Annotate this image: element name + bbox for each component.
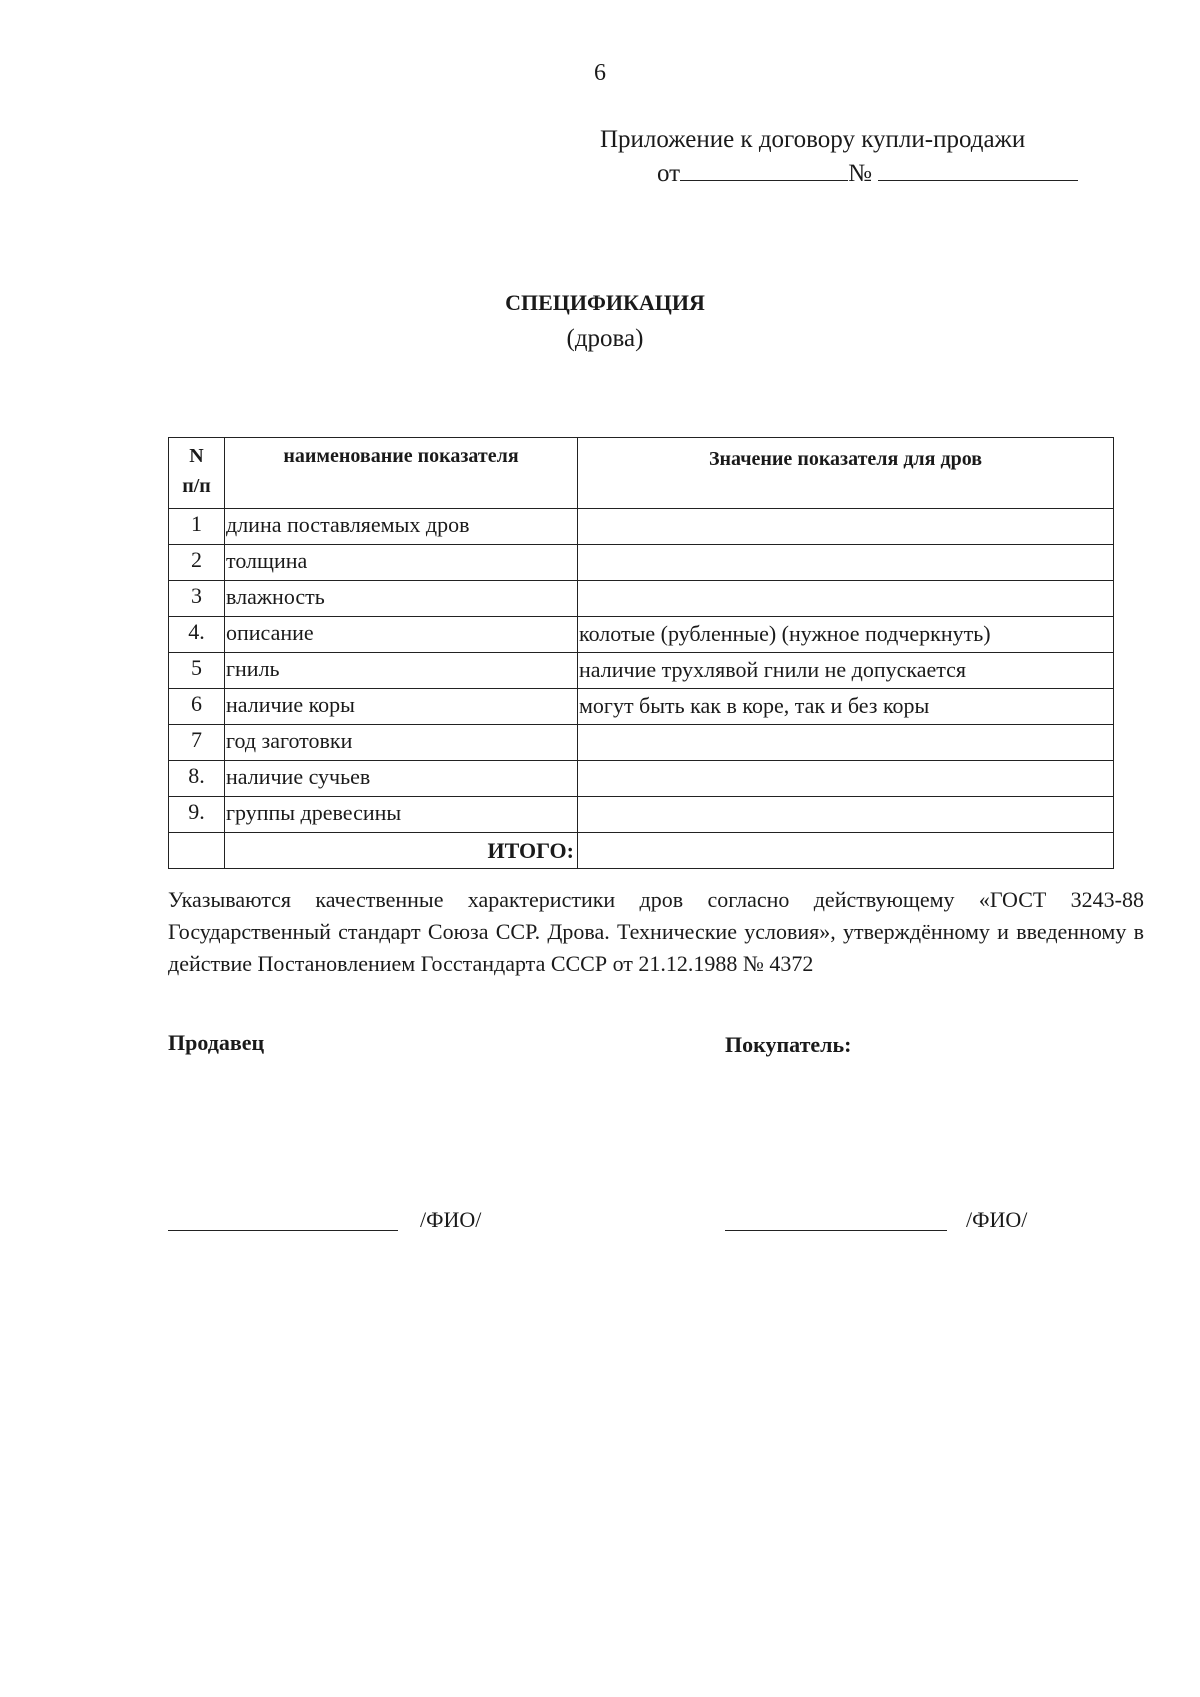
row-num: 9. [169,797,225,833]
appendix-from-label: от [657,160,681,187]
row-value[interactable]: колотые (рубленные) (нужное подчеркнуть) [578,617,1114,653]
total-row [169,833,1114,869]
row-value[interactable]: наличие трухлявой гнили не допускается [578,653,1114,689]
row-num: 6 [169,689,225,725]
row-num: 3 [169,581,225,617]
total-num-cell [169,833,225,869]
row-name: толщина [225,545,578,581]
header-num: N п/п [169,438,225,509]
row-name: группы древесины [225,797,578,833]
specification-table [168,437,1114,869]
date-blank-field[interactable] [680,158,848,181]
row-name: наличие коры [225,689,578,725]
buyer-label: Покупатель: [725,1032,852,1057]
row-num: 5 [169,653,225,689]
buyer-fio: /ФИО/ [966,1207,1028,1232]
total-label: ИТОГО: [225,833,578,869]
gost-note: Указываются качественные характеристики дров согласно действующему «ГОСТ 3243-88 Государственный стандарт Союза ССР. Дрова. Технические условия», утверждённому и введенному в действие Постановлением Госстандарта СССР от 21.12.1988 № 4372 [168,887,1144,976]
appendix-date-number-line [657,158,1157,188]
row-num: 7 [169,725,225,761]
row-name: описание [225,617,578,653]
total-value-cell[interactable] [578,833,1114,869]
appendix-number-label: № [848,160,872,187]
table-row [169,581,1114,617]
seller-fio: /ФИО/ [420,1207,482,1232]
row-num: 4. [169,617,225,653]
table-header-row [169,438,1114,509]
seller-label: Продавец [168,1030,265,1055]
row-value[interactable] [578,725,1114,761]
seller-signature-line[interactable] [168,1230,398,1231]
row-value[interactable] [578,581,1114,617]
table-row [169,653,1114,689]
row-name: гниль [225,653,578,689]
row-value[interactable] [578,797,1114,833]
row-value[interactable] [578,761,1114,797]
row-value[interactable]: могут быть как в коре, так и без коры [578,689,1114,725]
header-name: наименование показателя [225,438,578,509]
row-num: 1 [169,509,225,545]
page-number: 6 [594,60,606,86]
row-name: год заготовки [225,725,578,761]
buyer-signature-line[interactable] [725,1230,947,1231]
document-title: СПЕЦИФИКАЦИЯ [505,290,705,315]
table-row [169,761,1114,797]
table-body [169,509,1114,833]
table-row [169,617,1114,653]
table-row [169,545,1114,581]
document-subtitle: (дрова) [566,325,644,352]
table-row [169,689,1114,725]
row-value[interactable] [578,509,1114,545]
row-value[interactable] [578,545,1114,581]
row-num: 2 [169,545,225,581]
table-row [169,797,1114,833]
number-blank-field[interactable] [878,158,1078,181]
row-name: длина поставляемых дров [225,509,578,545]
table-row [169,509,1114,545]
row-name: влажность [225,581,578,617]
appendix-title: Приложение к договору купли-продажи [600,126,1026,153]
header-value: Значение показателя для дров [578,438,1114,509]
row-name: наличие сучьев [225,761,578,797]
table-row [169,725,1114,761]
row-num: 8. [169,761,225,797]
